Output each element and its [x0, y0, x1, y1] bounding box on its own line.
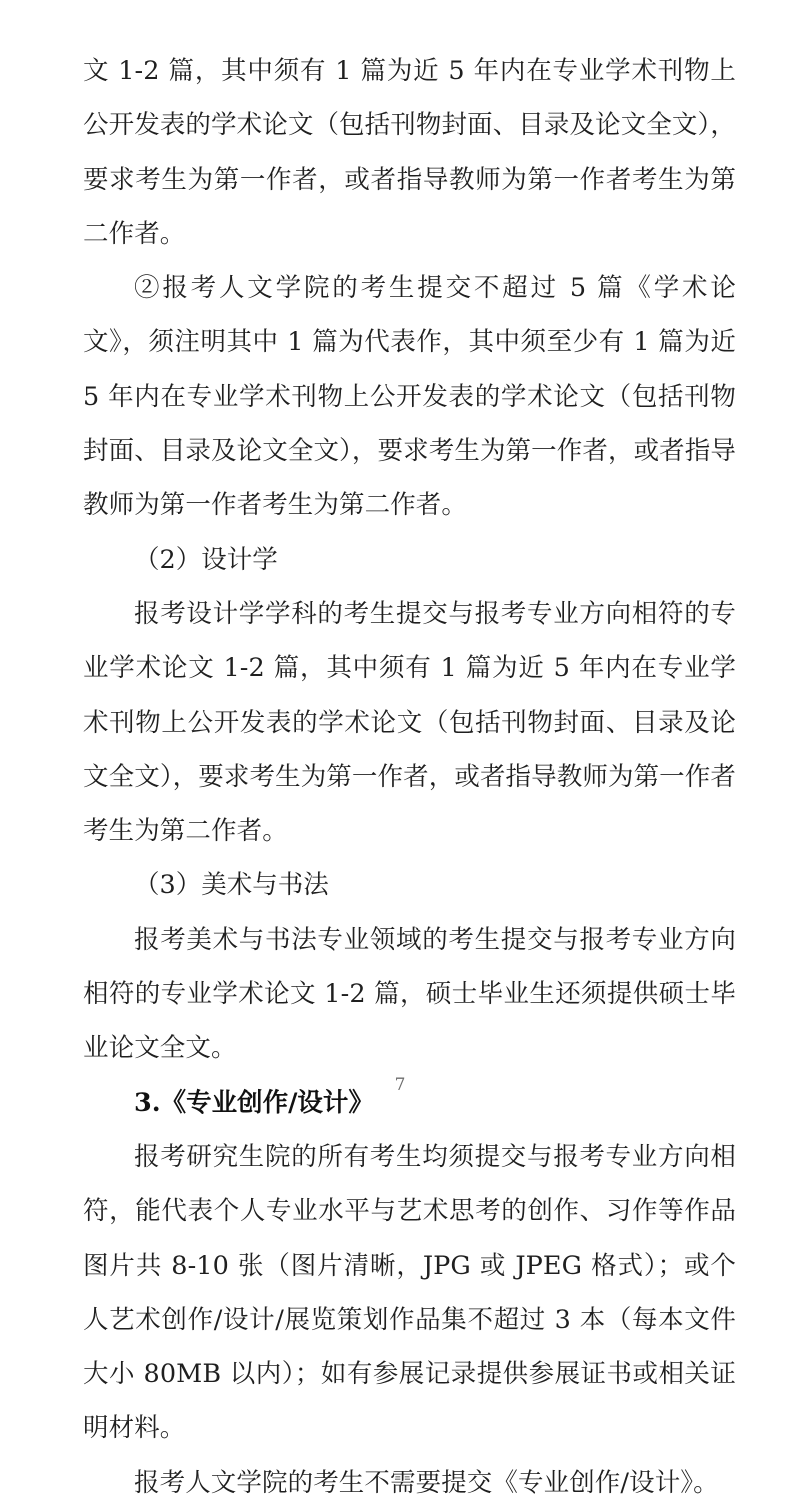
- heading-professional-creation-design: 3.《专业创作/设计》: [134, 1087, 374, 1118]
- subheading-design-discipline: （2）设计学: [134, 544, 278, 575]
- paragraph-humanities-exemption: 报考人文学院的考生不需要提交《专业创作/设计》。: [134, 1467, 719, 1498]
- paragraph-creation-portfolio-requirement: 报考研究生院的所有考生均须提交与报考专业方向相符，能代表个人专业水平与艺术思考的创作、习作等作品图片共 8-10 张（图片清晰，JPG 或 JPEG 格式）；或个人艺术创作/设计/展览策划作品集不超过 3 本（每本文件大小 80MB 以内）；如有参展记录提供参展证书或相关证明材料。: [83, 1141, 736, 1444]
- paragraph-thesis-requirement-continuation: 文 1-2 篇，其中须有 1 篇为近 5 年内在专业学术刊物上公开发表的学术论文（包括刊物封面、目录及论文全文），要求考生为第一作者，或者指导教师为第一作者考生为第二作者。: [83, 56, 736, 249]
- paragraph-design-thesis-requirement: 报考设计学学科的考生提交与报考专业方向相符的专业学术论文 1-2 篇，其中须有 1 篇为近 5 年内在专业学术刊物上公开发表的学术论文（包括刊物封面、目录及论文全文），要求考生为第一作者，或者指导教师为第一作者考生为第二作者。: [83, 598, 736, 847]
- document-body: [83, 44, 736, 1510]
- paragraph-humanities-thesis-submission: ②报考人文学院的考生提交不超过 5 篇《学术论文》，须注明其中 1 篇为代表作，其中须至少有 1 篇为近 5 年内在专业学术刊物上公开发表的学术论文（包括刊物封面、目录及论文全文），要求考生为第一作者，或者指导教师为第一作者考生为第二作者。: [83, 273, 736, 521]
- subheading-fineart-calligraphy: （3）美术与书法: [134, 870, 329, 901]
- page-number: 7: [394, 1075, 406, 1095]
- paragraph-fineart-thesis-requirement: 报考美术与书法专业领域的考生提交与报考专业方向相符的专业学术论文 1-2 篇，硕士毕业生还须提供硕士毕业论文全文。: [83, 924, 736, 1064]
